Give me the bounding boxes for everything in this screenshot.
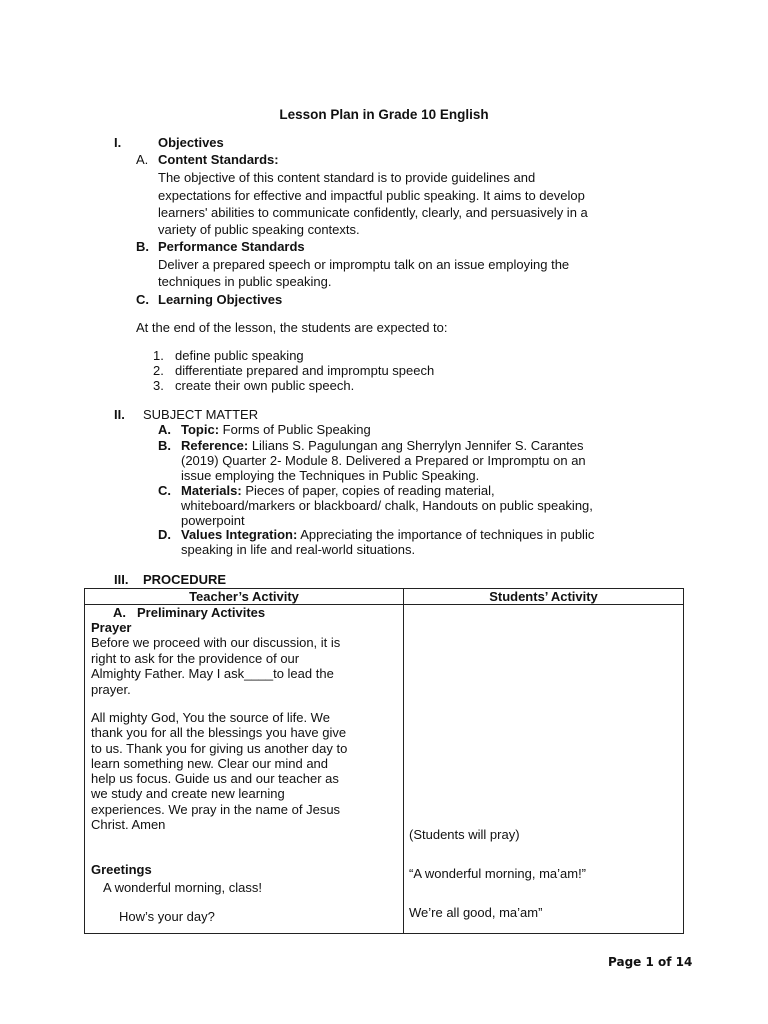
students-activity-cell <box>404 605 684 934</box>
prayer-text-line: All mighty God, You the source of life. We <box>91 710 330 725</box>
page-number: Page 1 of 14 <box>608 955 693 969</box>
section-heading-objectives: Objectives <box>158 135 224 150</box>
reference-entry <box>181 438 584 453</box>
reference-label: Reference: <box>181 438 249 453</box>
prayer-text-line: Christ. Amen <box>91 817 166 832</box>
topic-entry <box>181 422 371 437</box>
greetings-label: Greetings <box>91 862 152 877</box>
section-heading-subject-matter: SUBJECT MATTER <box>143 407 259 422</box>
section-numeral-procedure: III. <box>114 572 129 587</box>
values-line: speaking in life and real-world situations. <box>181 542 416 557</box>
prayer-text-line: help us focus. Guide us and our teacher as <box>91 771 339 786</box>
content-standards-line: expectations for effective and impactful public speaking. It aims to develop <box>158 188 585 203</box>
topic-letter: A. <box>158 422 171 437</box>
reference-line: (2019) Quarter 2- Module 8. Delivered a Prepared or Impromptu on an <box>181 453 586 468</box>
content-standards-line: variety of public speaking contexts. <box>158 222 360 237</box>
content-standards-line: The objective of this content standard is to provide guidelines and <box>158 170 536 185</box>
prayer-intro-line: right to ask for the providence of our <box>91 651 300 666</box>
materials-label: Materials: <box>181 483 242 498</box>
objective-number: 3. <box>153 378 164 393</box>
content-standards-letter: A. <box>136 152 149 167</box>
teacher-question: How’s your day? <box>119 909 215 924</box>
prayer-intro-line: Almighty Father. May I ask____to lead the <box>91 666 334 681</box>
teacher-activity-header: Teacher’s Activity <box>85 589 404 605</box>
materials-entry <box>181 483 495 498</box>
content-standards-label: Content Standards: <box>158 152 279 167</box>
values-value: Appreciating the importance of techniques in public <box>297 527 595 542</box>
teacher-activity-cell <box>85 605 404 934</box>
preliminary-label: Preliminary Activites <box>137 605 266 620</box>
objective-number: 2. <box>153 363 164 378</box>
student-pray: (Students will pray) <box>409 827 520 842</box>
materials-line: powerpoint <box>181 513 245 528</box>
preliminary-letter: A. <box>113 605 126 620</box>
reference-value: Lilians S. Pagulungan ang Sherrylyn Jennifer S. Carantes <box>248 438 584 453</box>
section-numeral-subject-matter: II. <box>114 407 125 422</box>
learning-objectives-label: Learning Objectives <box>158 292 283 307</box>
prayer-text-line: thank you for all the blessings you have give <box>91 725 347 740</box>
student-answer: We’re all good, ma’am” <box>409 905 543 920</box>
performance-standards-label: Performance Standards <box>158 239 305 254</box>
materials-letter: C. <box>158 483 171 498</box>
prayer-intro-line: Before we proceed with our discussion, it is <box>91 635 341 650</box>
prayer-intro-line: prayer. <box>91 682 131 697</box>
prayer-text-line: to us. Thank you for giving us another day to <box>91 741 348 756</box>
section-numeral-objectives: I. <box>114 135 122 150</box>
values-entry <box>181 527 594 542</box>
section-heading-procedure: PROCEDURE <box>143 572 227 587</box>
values-label: Values Integration: <box>181 527 298 542</box>
teacher-greeting: A wonderful morning, class! <box>103 880 262 895</box>
reference-line: issue employing the Techniques in Public Speaking. <box>181 468 480 483</box>
students-activity-header: Students’ Activity <box>404 589 684 605</box>
materials-line: whiteboard/markers or blackboard/ chalk, Handouts on public speaking, <box>181 498 593 513</box>
content-standards-line: learners' abilities to communicate confidently, clearly, and persuasively in a <box>158 205 588 220</box>
student-greeting: “A wonderful morning, ma’am!” <box>409 866 587 881</box>
objective-item: define public speaking <box>175 348 304 363</box>
objective-item: create their own public speech. <box>175 378 355 393</box>
materials-value: Pieces of paper, copies of reading material, <box>241 483 495 498</box>
prayer-text-line: learn something new. Clear our mind and <box>91 756 329 771</box>
prayer-label: Prayer <box>91 620 132 635</box>
objective-number: 1. <box>153 348 164 363</box>
document-title: Lesson Plan in Grade 10 English <box>279 107 489 122</box>
prayer-text-line: we study and create new learning <box>91 786 285 801</box>
values-letter: D. <box>158 527 171 542</box>
reference-letter: B. <box>158 438 171 453</box>
topic-label: Topic: <box>181 422 220 437</box>
performance-standards-line: Deliver a prepared speech or impromptu talk on an issue employing the <box>158 257 570 272</box>
procedure-table <box>84 588 684 934</box>
objective-item: differentiate prepared and impromptu speech <box>175 363 435 378</box>
performance-standards-letter: B. <box>136 239 149 254</box>
learning-objectives-letter: C. <box>136 292 149 307</box>
objectives-intro: At the end of the lesson, the students are expected to: <box>136 320 448 335</box>
topic-value: Forms of Public Speaking <box>219 422 371 437</box>
performance-standards-line: techniques in public speaking. <box>158 274 332 289</box>
prayer-text-line: experiences. We pray in the name of Jesus <box>91 802 341 817</box>
